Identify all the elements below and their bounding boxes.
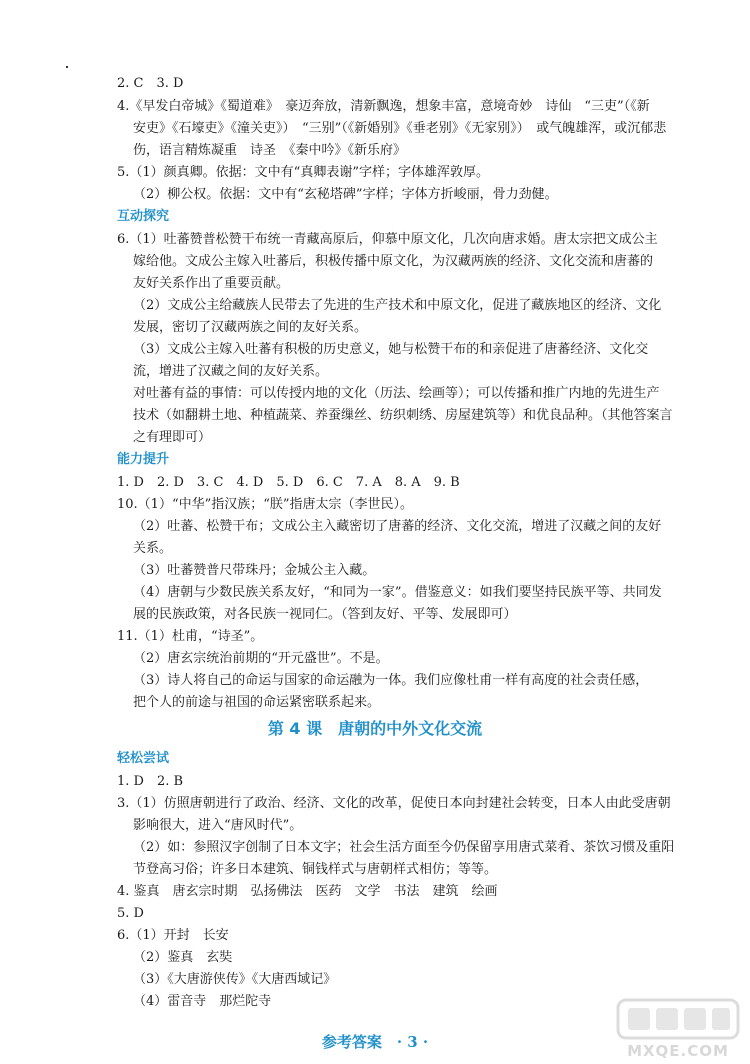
text-line: （2）柳公权。依据：文中有“玄秘塔碑”字样；字体方折峻丽，骨力劲健。 (133, 187, 558, 202)
watermark-badge-icon (612, 996, 744, 1042)
text-line: 5. D (117, 906, 144, 921)
text-line: （2）鉴真 玄奘 (133, 950, 233, 965)
text-line: 6.（1）开封 长安 (117, 928, 229, 943)
text-line: 安吏》《石壕吏》《潼关吏》） “三别”（《新婚别》《垂老别》《无家别》） 或气魄雄浑，或沉郁悲 (133, 121, 667, 136)
section-heading-easy: 轻松尝试 (117, 751, 170, 766)
text-line: 伤，语言精炼凝重 诗圣 《秦中吟》《新乐府》 (133, 143, 407, 158)
text-line: （2）吐蕃、松赞干布；文成公主入藏密切了唐蕃的经济、文化交流，增进了汉藏之间的友好 (133, 519, 662, 534)
text-line: 5.（1）颜真卿。依据：文中有“真卿表谢”字样；字体雄浑敦厚。 (117, 165, 489, 180)
text-line: 11.（1）杜甫，“诗圣”。 (117, 629, 264, 644)
section-heading-interactive: 互动探究 (117, 209, 170, 224)
text-line: 对吐蕃有益的事情：可以传授内地的文化（历法、绘画等）；可以传播和推广内地的先进生产 (133, 386, 660, 401)
text-line: （3）《大唐游侠传》《大唐西域记》 (133, 972, 337, 987)
text-line: （3）文成公主嫁入吐蕃有积极的历史意义，她与松赞干布的和亲促进了唐蕃经济、文化交 (133, 342, 649, 357)
text-line: 关系。 (133, 541, 173, 556)
text-line: 把个人的前途与祖国的命运紧密联系起来。 (133, 695, 381, 710)
text-line: 4.《早发白帝城》《蜀道难》 豪迈奔放，清新飘逸，想象丰富，意境奇妙 诗仙 “三吏”（《新 (117, 99, 650, 114)
text-line: 2. C 3. D (117, 76, 184, 91)
text-line: （4）雷音寺 那烂陀寺 (133, 994, 272, 1009)
text-line: 3.（1）仿照唐朝进行了政治、经济、文化的改革，促使日本向封建社会转变，日本人由此受唐朝 (117, 796, 671, 811)
lesson-title: 第 4 课 唐朝的中外文化交流 (267, 719, 483, 738)
text-line: （4）唐朝与少数民族关系友好，“和同为一家”。借鉴意义：如我们要坚持民族平等、共同发 (133, 585, 662, 600)
text-line: 节登高习俗；许多日本建筑、铜钱样式与唐朝样式相仿；等等。 (133, 862, 498, 877)
text-line: 影响很大，进入“唐风时代”。 (133, 818, 303, 833)
text-line: 发展，密切了汉藏两族之间的友好关系。 (133, 320, 368, 335)
scan-speck (66, 66, 68, 68)
text-line: 4. 鉴真 唐玄宗时期 弘扬佛法 医药 文学 书法 建筑 绘画 (117, 884, 498, 899)
text-line: 展的民族政策，对各民族一视同仁。（答到友好、平等、发展即可） (133, 607, 517, 622)
text-line: 流，增进了汉藏之间的友好关系。 (133, 364, 329, 379)
text-line: 1. D 2. B (117, 774, 184, 789)
watermark-text: MXQE.COM (627, 1042, 729, 1060)
page-footer: 参考答案 · 3 · (321, 1033, 429, 1051)
text-line: 技术（如翻耕土地、种植蔬菜、养蚕缫丝、纺织刺绣、房屋建筑等）和优良品种。（其他答案言 (133, 408, 673, 423)
text-line: （2）如：参照汉字创制了日本文字；社会生活方面至今仍保留享用唐式菜肴、茶饮习惯及重阳 (133, 840, 675, 855)
watermark-logo (612, 996, 744, 1060)
text-line: （2）文成公主给藏族人民带去了先进的生产技术和中原文化，促进了藏族地区的经济、文化 (133, 298, 662, 313)
text-line: 嫁给他。文成公主嫁入吐蕃后，积极传播中原文化，为汉藏两族的经济、文化交流和唐蕃的 (133, 254, 654, 269)
text-line: （3）吐蕃赞普尺带珠丹；金城公主入藏。 (133, 563, 376, 578)
text-line: （2）唐玄宗统治前期的“开元盛世”。不是。 (133, 651, 389, 666)
text-line: （3）诗人将自己的命运与国家的命运融为一体。我们应像杜甫一样有高度的社会责任感， (133, 673, 649, 688)
section-heading-ability: 能力提升 (117, 452, 170, 467)
text-line: 友好关系作出了重要贡献。 (133, 276, 290, 291)
text-line: 6.（1）吐蕃赞普松赞干布统一青藏高原后，仰慕中原文化，几次向唐求婚。唐太宗把文成公主 (117, 232, 658, 247)
text-line: 10.（1）“中华”指汉族；“朕”指唐太宗（李世民）。 (117, 497, 414, 512)
text-line: 1. D 2. D 3. C 4. D 5. D 6. C 7. A 8. A 9. B (117, 475, 460, 490)
text-line: 之有理即可） (133, 430, 212, 445)
